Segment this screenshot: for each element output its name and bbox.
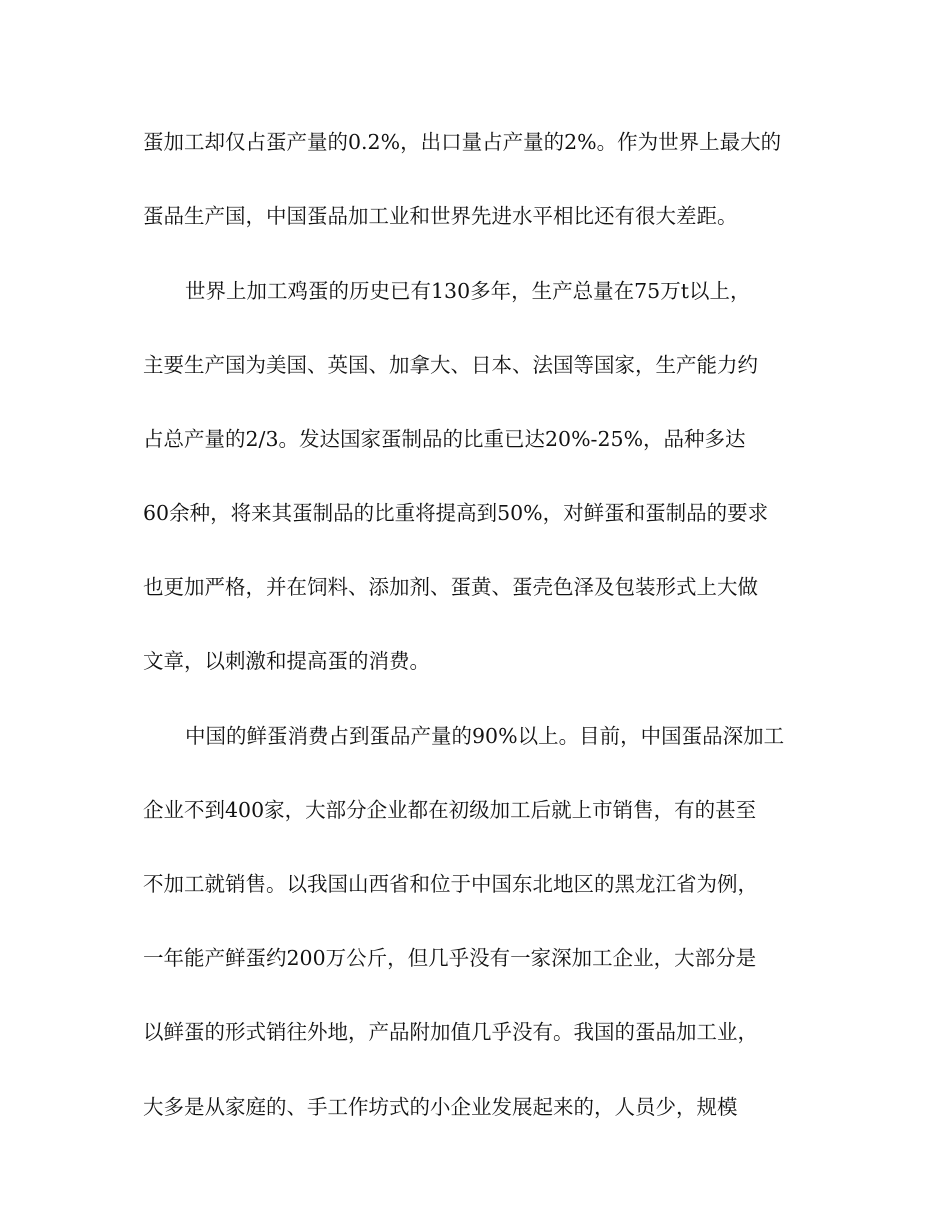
text-line: 蛋加工却仅占蛋产量的0.2%，出口量占产量的2%。作为世界上最大的 (143, 130, 782, 154)
text-line: 占总产量的2/3。发达国家蛋制品的比重已达20%-25%，品种多达 (143, 427, 746, 451)
text-line: 以鲜蛋的形式销往外地，产品附加值几乎没有。我国的蛋品加工业， (143, 1020, 758, 1044)
text-line: 60余种，将来其蛋制品的比重将提高到50%，对鲜蛋和蛋制品的要求 (143, 501, 769, 525)
text-line: 主要生产国为美国、英国、加拿大、日本、法国等国家，生产能力约 (143, 353, 758, 377)
paragraph-start-line: 世界上加工鸡蛋的历史已有130多年，生产总量在75万t以上， (185, 279, 751, 303)
text-line: 文章，以刺激和提高蛋的消费。 (143, 649, 430, 673)
text-line: 也更加严格，并在饲料、添加剂、蛋黄、蛋壳色泽及包装形式上大做 (143, 575, 758, 599)
paragraph-start-line: 中国的鲜蛋消费占到蛋品产量的90%以上。目前，中国蛋品深加工 (185, 724, 785, 748)
text-line: 一年能产鲜蛋约200万公斤，但几乎没有一家深加工企业，大部分是 (143, 946, 757, 970)
text-line: 蛋品生产国，中国蛋品加工业和世界先进水平相比还有很大差距。 (143, 204, 738, 228)
text-line: 不加工就销售。以我国山西省和位于中国东北地区的黑龙江省为例， (143, 872, 758, 896)
text-line: 大多是从家庭的、手工作坊式的小企业发展起来的，人员少，规模 (143, 1095, 738, 1119)
text-line: 企业不到400家，大部分企业都在初级加工后就上市销售，有的甚至 (143, 798, 757, 822)
